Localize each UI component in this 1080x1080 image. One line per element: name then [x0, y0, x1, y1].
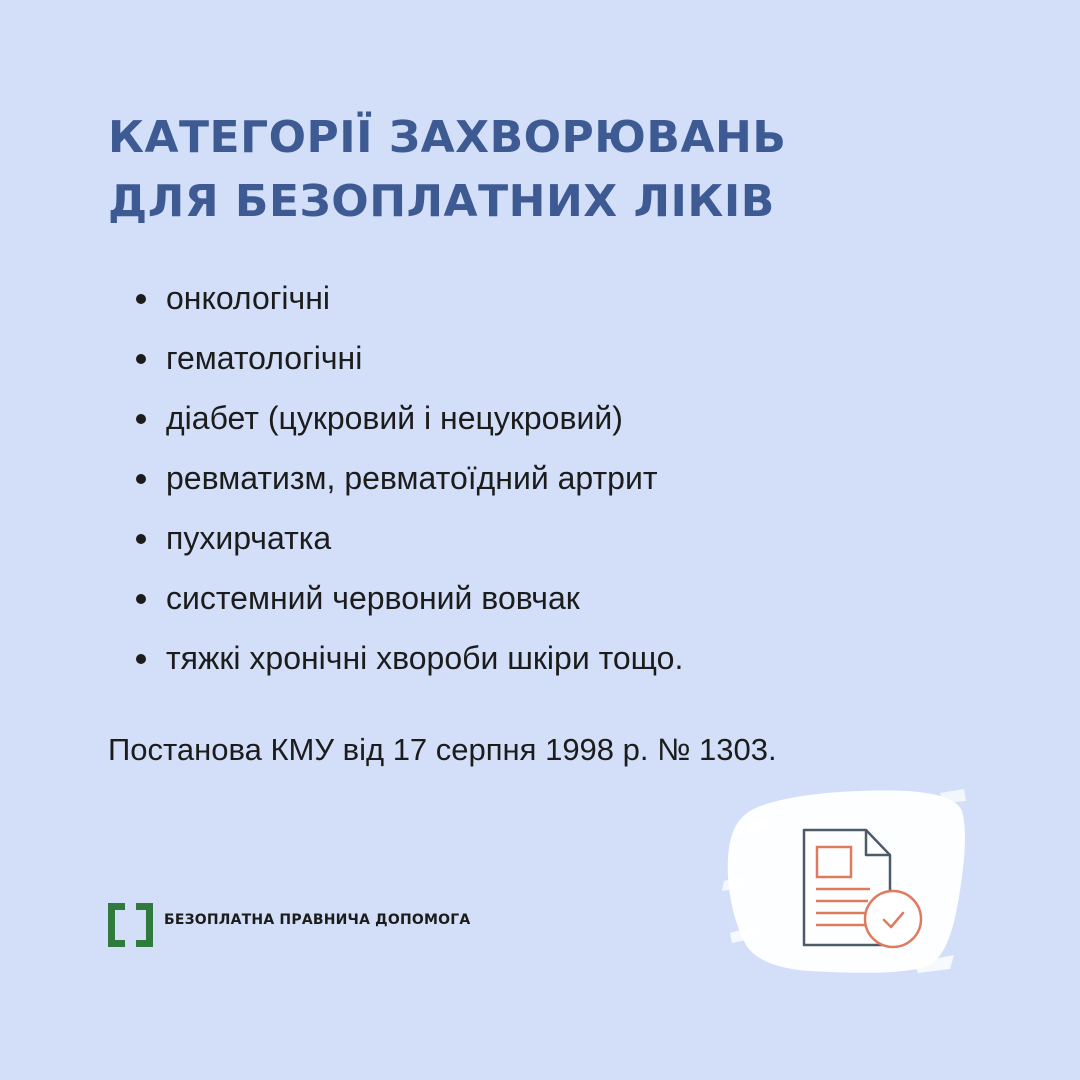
disease-category-list — [136, 270, 683, 690]
list-item-label: гематологічні — [166, 340, 363, 376]
list-item — [136, 390, 683, 450]
list-item-label: онкологічні — [166, 280, 330, 316]
legal-source-note: Постанова КМУ від 17 серпня 1998 р. № 1303. — [108, 732, 777, 767]
bullet-icon — [136, 354, 146, 364]
list-item-label: ревматизм, ревматоїдний артрит — [166, 460, 658, 496]
list-item-label: діабет (цукровий і нецукровий) — [166, 400, 623, 436]
list-item-label: пухирчатка — [166, 520, 332, 556]
list-item — [136, 570, 683, 630]
list-item — [136, 510, 683, 570]
list-item — [136, 270, 683, 330]
list-item-label: системний червоний вовчак — [166, 580, 580, 616]
list-item — [136, 630, 683, 690]
bullet-icon — [136, 654, 146, 664]
logo-bracket-left-icon — [108, 903, 125, 947]
logo-bracket-right-icon — [136, 903, 153, 947]
document-check-illustration — [718, 785, 968, 975]
list-item — [136, 450, 683, 510]
bullet-icon — [136, 594, 146, 604]
list-item — [136, 330, 683, 390]
list-item-label: тяжкі хронічні хвороби шкіри тощо. — [166, 640, 684, 676]
bullet-icon — [136, 534, 146, 544]
bullet-icon — [136, 294, 146, 304]
bullet-icon — [136, 474, 146, 484]
page-title — [108, 106, 786, 234]
logo-text: БЕЗОПЛАТНА ПРАВНИЧА ДОПОМОГА — [164, 912, 471, 928]
title-line-1: КАТЕГОРІЇ ЗАХВОРЮВАНЬ — [108, 112, 787, 163]
title-line-2: ДЛЯ БЕЗОПЛАТНИХ ЛІКІВ — [108, 176, 775, 227]
bullet-icon — [136, 414, 146, 424]
